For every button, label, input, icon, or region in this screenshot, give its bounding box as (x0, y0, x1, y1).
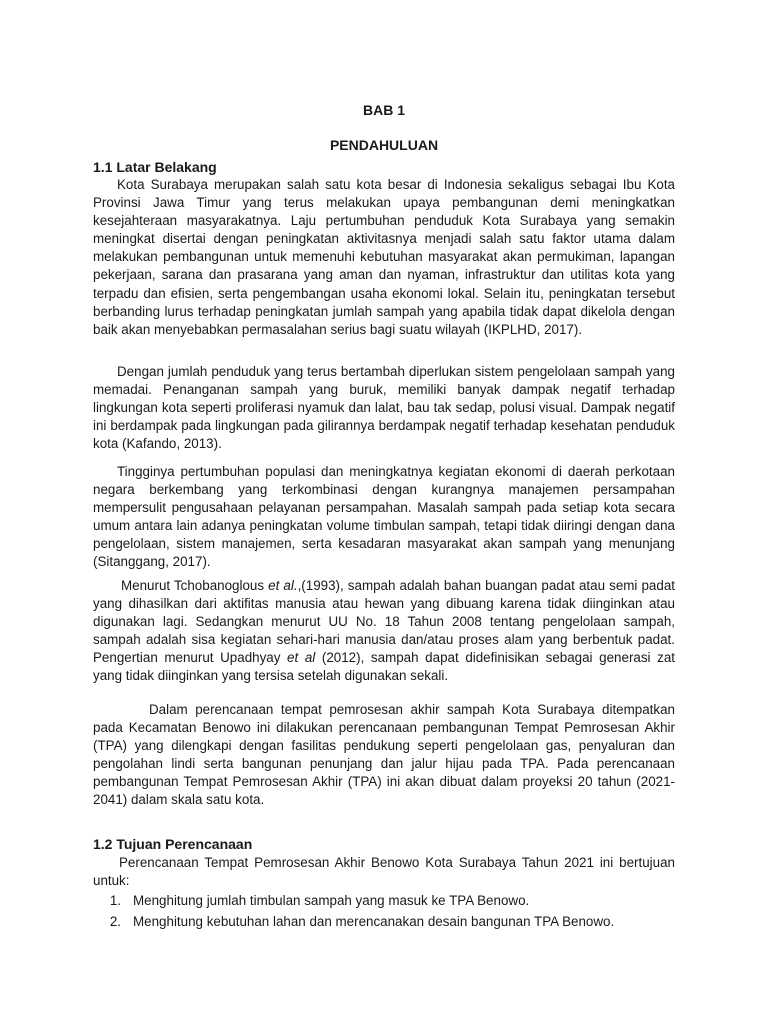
section-title-tujuan-perencanaan: 1.2 Tujuan Perencanaan (93, 836, 253, 852)
italic-text: et al (287, 650, 316, 666)
paragraph-text: Perencanaan Tempat Pemrosesan Akhir Benowo Kota Surabaya Tahun 2021 ini bertujuan untuk: (93, 855, 675, 889)
paragraph (93, 701, 675, 810)
paragraph (93, 176, 675, 339)
paragraph-text: Dalam perencanaan tempat pemrosesan akhir sampah Kota Surabaya ditempatkan pada Kecamatan Benowo ini dilakukan perencanaan pembangunan Tempat Pemrosesan Akhir (TPA) yang dilengkapi dengan fasilitas pendukung seperti pengelolaan gas, penyaluran dan pengolahan lindi serta bangunan penunjang dan jalur hijau pada TPA. Pada perencanaan pembangunan Tempat Pemrosesan Akhir (TPA) ini akan dibuat dalam proyeksi 20 tahun (2021-2041) dalam skala satu kota. (93, 702, 675, 808)
list-item-number: 2. (109, 914, 121, 929)
list-item-number: 1. (109, 893, 121, 908)
paragraph (93, 577, 675, 686)
italic-text: et al. (268, 578, 298, 593)
paragraph-text: Tingginya pertumbuhan populasi dan meningkatnya kegiatan ekonomi di daerah perkotaan negara berkembang yang terkombinasi dengan kurangnya manajemen persampahan mempersulit pengusahaan pelayanan persampahan. Masalah sampah pada setiap kota secara umum antara lain adanya peningkatan volume timbulan sampah, tetapi tidak diiringi dengan dana pengelolaan, sistem manajemen, serta kesadaran masyarakat akan sampah yang menunjang (Sitanggang, 2017). (93, 464, 675, 570)
paragraph-text: Dengan jumlah penduduk yang terus bertambah diperlukan sistem pengelolaan sampah yang memadai. Penanganan sampah yang buruk, memiliki banyak dampak negatif terhadap lingkungan kota seperti proliferasi nyamuk dan lalat, bau tak sedap, polusi visual. Dampak negatif ini berdampak pada lingkungan pada gilirannya berdampak negatif terhadap kesehatan penduduk kota (Kafando, 2013). (93, 364, 675, 452)
chapter-number: BAB 1 (362, 102, 405, 118)
paragraph-text: (2012), sampah dapat didefinisikan sebagai generasi zat yang tidak diinginkan yang tersisa setelah digunakan sekali. (93, 650, 675, 684)
paragraph (93, 463, 675, 572)
list-item (93, 890, 675, 911)
list-item-text: Menghitung kebutuhan lahan dan merencanakan desain bangunan TPA Benowo. (133, 914, 615, 929)
paragraph-text: Menurut Tchobanoglous (121, 578, 269, 593)
paragraph-text: Kota Surabaya merupakan salah satu kota besar di Indonesia sekaligus sebagai Ibu Kota Provinsi Jawa Timur yang terus melakukan upaya pembangunan demi meningkatkan kesejahteraan masyarakatnya. Laju pertumbuhan penduduk Kota Surabaya yang semakin meningkat disertai dengan peningkatan aktivitasnya menjadi salah satu faktor utama dalam melakukan pembangunan untuk memenuhi kebutuhan masyarakat akan permukiman, lapangan pekerjaan, sarana dan prasarana yang aman dan nyaman, infrastruktur dan utilitas kota yang terpadu dan efisien, serta pengembangan usaha ekonomi lokal. Selain itu, peningkatan tersebut berbanding lurus terhadap peningkatan jumlah sampah yang apabila tidak dapat dikelola dengan baik akan menyebabkan permasalahan serius bagi suatu wilayah (IKPLHD, 2017). (93, 177, 675, 337)
paragraph (93, 854, 675, 890)
list-item (93, 911, 675, 932)
goals-list (93, 890, 675, 932)
section-title-latar-belakang: 1.1 Latar Belakang (93, 159, 217, 175)
chapter-title: PENDAHULUAN (329, 137, 439, 153)
list-item-text: Menghitung jumlah timbulan sampah yang masuk ke TPA Benowo. (133, 893, 530, 908)
paragraph-text: ,(1993), sampah adalah bahan buangan padat atau semi padat yang dihasilkan dari aktifitas manusia atau hewan yang dibuang karena tidak diinginkan atau digunakan lagi. Sedangkan menurut UU No. 18 Tahun 2008 tentang pengelolaan sampah, sampah adalah sisa kegiatan sehari-hari manusia dan/atau proses alam yang berbentuk padat. Pengertian menurut Upadhyay (93, 578, 675, 666)
paragraph (93, 363, 675, 453)
